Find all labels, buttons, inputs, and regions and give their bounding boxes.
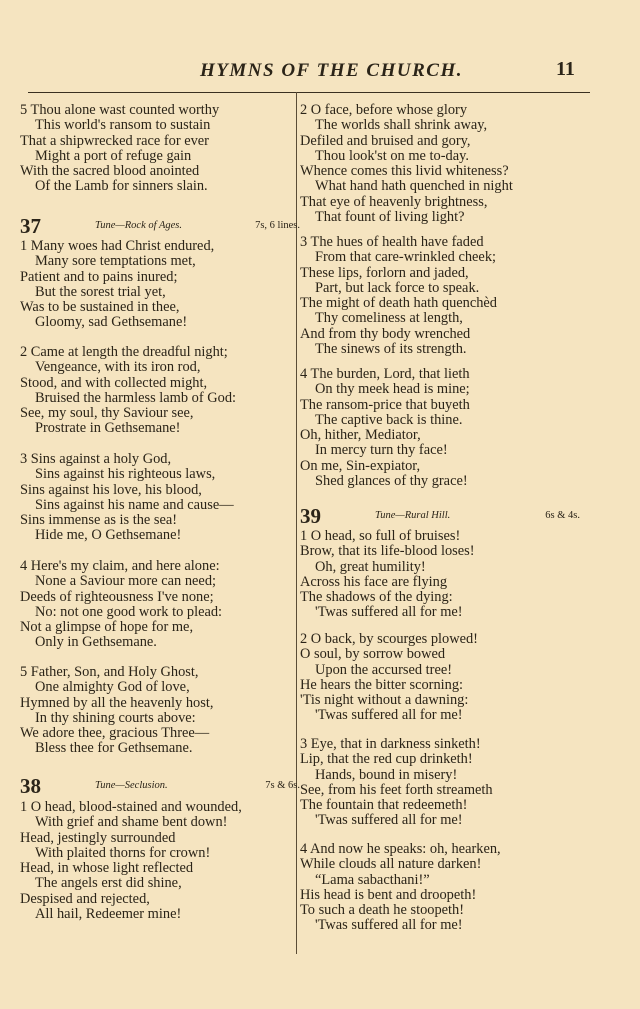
verse-line: Was to be sustained in thee, [20,299,180,316]
verse-line: Lip, that the red cup drinketh! [300,751,473,768]
verse-line: Prostrate in Gethsemane! [35,420,181,437]
verse-line: Head, in whose light reflected [20,860,194,877]
verse-line: While clouds all nature darken! [300,856,482,873]
verse-line: 'Twas suffered all for me! [315,917,463,934]
verse [300,529,475,621]
verse [20,452,234,544]
verse-line: 'Twas suffered all for me! [315,707,463,724]
verse-line: Upon the accursed tree! [315,661,453,678]
verse-line: The ransom-price that buyeth [300,396,470,413]
verse-line: Hands, bound in misery! [315,766,458,783]
verse-line: Stood, and with collected might, [20,374,208,391]
meter: 7s, 6 lines. [255,220,300,231]
verse [20,103,219,195]
verse-line: But the sorest trial yet, [35,283,166,300]
verse-line: Despised and rejected, [20,890,150,907]
verse-line: The sinews of its strength. [315,341,467,358]
verse-line: 4 The burden, Lord, that lieth [300,366,470,382]
verse-line: 2 O back, by scourges plowed! [300,631,478,647]
verse-line: And from thy body wrenched [300,325,471,342]
hymn-number: 38 [20,774,41,798]
verse-line: He hears the bitter scorning: [300,676,464,693]
verse-line: Thou look'st on me to-day. [315,147,469,164]
verse-line: Vengeance, with its iron rod, [35,359,201,376]
verse-line: Not a glimpse of hope for me, [20,619,194,636]
verse-line: 1 O head, blood-stained and wounded, [20,799,242,815]
verse-line: That fount of living light? [315,209,465,226]
verse-line: Brow, that its life-blood loses! [300,543,475,560]
verse-line: This world's ransom to sustain [35,117,211,134]
verse-line: 1 Many woes had Christ endured, [20,238,215,254]
verse-line: Gloomy, sad Gethsemane! [35,314,188,331]
verse-line: 5 Father, Son, and Holy Ghost, [20,664,199,680]
verse-line: The fountain that redeemeth! [300,797,468,814]
verse-line: In thy shining courts above: [35,709,196,726]
verse [300,737,493,829]
verse-line: 'Twas suffered all for me! [315,812,463,829]
running-title: HYMNS OF THE CHURCH. [200,60,463,81]
verse-line: The might of death hath quenchèd [300,295,498,312]
verse-line: His head is bent and droopeth! [300,886,477,903]
verse-line: See, my soul, thy Saviour see, [20,405,194,422]
verse-line: With grief and shame bent down! [35,814,228,831]
verse-line: With plaited thorns for crown! [35,844,211,861]
verse-line: What hand hath quenched in night [315,178,513,195]
verse-line: On thy meek head is mine; [315,381,470,398]
verse-line: The shadows of the dying: [300,589,453,606]
verse-line: All hail, Redeemer mine! [35,906,182,923]
verse-line: 4 And now he speaks: oh, hearken, [300,841,501,857]
verse-line: Sins against his love, his blood, [20,481,202,498]
verse-line: Of the Lamb for sinners slain. [35,178,208,195]
verse-line: The worlds shall shrink away, [315,117,488,134]
verse-line: Might a port of refuge gain [35,147,192,164]
verse-line: 5 Thou alone wast counted worthy [20,102,220,118]
running-header [0,58,640,88]
verse-line: 2 O face, before whose glory [300,102,468,118]
verse-line: On me, Sin-expiator, [300,457,421,474]
verse-line: Oh, hither, Mediator, [300,427,421,444]
verse-line: In mercy turn thy face! [315,442,448,459]
verse [20,665,213,757]
verse-line: That a shipwrecked race for ever [20,132,209,149]
verse-line: One almighty God of love, [35,679,190,696]
verse-line: We adore thee, gracious Three— [20,725,210,742]
verse-line: Defiled and bruised and gory, [300,132,471,149]
verse-line: From that care-wrinkled cheek; [315,249,497,266]
verse-line: “Lama sabacthani!” [315,871,430,888]
verse-line: The angels erst did shine, [35,875,182,892]
verse-line: 1 O head, so full of bruises! [300,528,461,544]
verse-line: 'Twas suffered all for me! [315,604,463,621]
verse [300,367,470,489]
header-rule [28,92,590,93]
verse-line: Whence comes this livid whiteness? [300,163,509,180]
verse-line: Sins against his righteous laws, [35,466,216,483]
verse [20,800,242,922]
verse [300,632,478,724]
hymn-38-heading [20,776,300,796]
meter: 6s & 4s. [545,510,580,521]
verse-line: 'Tis night without a dawning: [300,692,469,709]
verse-line: 3 Eye, that in darkness sinketh! [300,736,481,752]
verse-line: Head, jestingly surrounded [20,829,176,846]
verse-line: Thy comeliness at length, [315,310,463,327]
verse-line: 3 The hues of health have faded [300,234,484,250]
verse [300,842,501,934]
verse [20,345,236,437]
page-number: 11 [556,58,575,80]
verse-line: Oh, great humility! [315,558,426,575]
verse-line: 3 Sins against a holy God, [20,451,172,467]
tune-name: Tune—Seclusion. [95,780,168,791]
verse-line: Bruised the harmless lamb of God: [35,389,237,406]
verse-line: None a Saviour more can need; [35,573,217,590]
verse-line: Only in Gethsemane. [35,634,157,651]
verse [300,235,497,357]
tune-name: Tune—Rock of Ages. [95,220,183,231]
verse [20,559,222,651]
hymn-number: 37 [20,214,41,238]
verse-line: 2 Came at length the dreadful night; [20,344,228,360]
verse-line: These lips, forlorn and jaded, [300,264,469,281]
verse-line: 4 Here's my claim, and here alone: [20,558,220,574]
verse-line: O soul, by sorrow bowed [300,646,446,663]
verse-line: With the sacred blood anointed [20,163,200,180]
verse-line: That eye of heavenly brightness, [300,193,488,210]
verse-line: Sins against his name and cause— [35,496,234,513]
verse-line: Part, but lack force to speak. [315,279,480,296]
hymn-39-heading [300,506,580,526]
verse [20,239,214,331]
verse-line: Bless thee for Gethsemane. [35,740,193,757]
verse-line: Sins immense as is the sea! [20,512,178,529]
verse-line: See, from his feet forth streameth [300,781,493,798]
verse-line: Deeds of righteousness I've none; [20,588,214,605]
verse-line: Hymned by all the heavenly host, [20,694,214,711]
verse-line: Shed glances of thy grace! [315,473,468,490]
verse-line: Hide me, O Gethsemane! [35,527,182,544]
verse-line: The captive back is thine. [315,411,463,428]
verse-line: No: not one good work to plead: [35,603,223,620]
verse [300,103,513,225]
verse-line: Patient and to pains inured; [20,268,178,285]
verse-line: Many sore temptations met, [35,253,196,270]
verse-line: Across his face are flying [300,573,448,590]
hymn-number: 39 [300,504,321,528]
tune-name: Tune—Rural Hill. [375,510,451,521]
verse-line: To such a death he stoopeth! [300,902,465,919]
meter: 7s & 6s. [265,780,300,791]
hymn-37-heading [20,216,300,236]
